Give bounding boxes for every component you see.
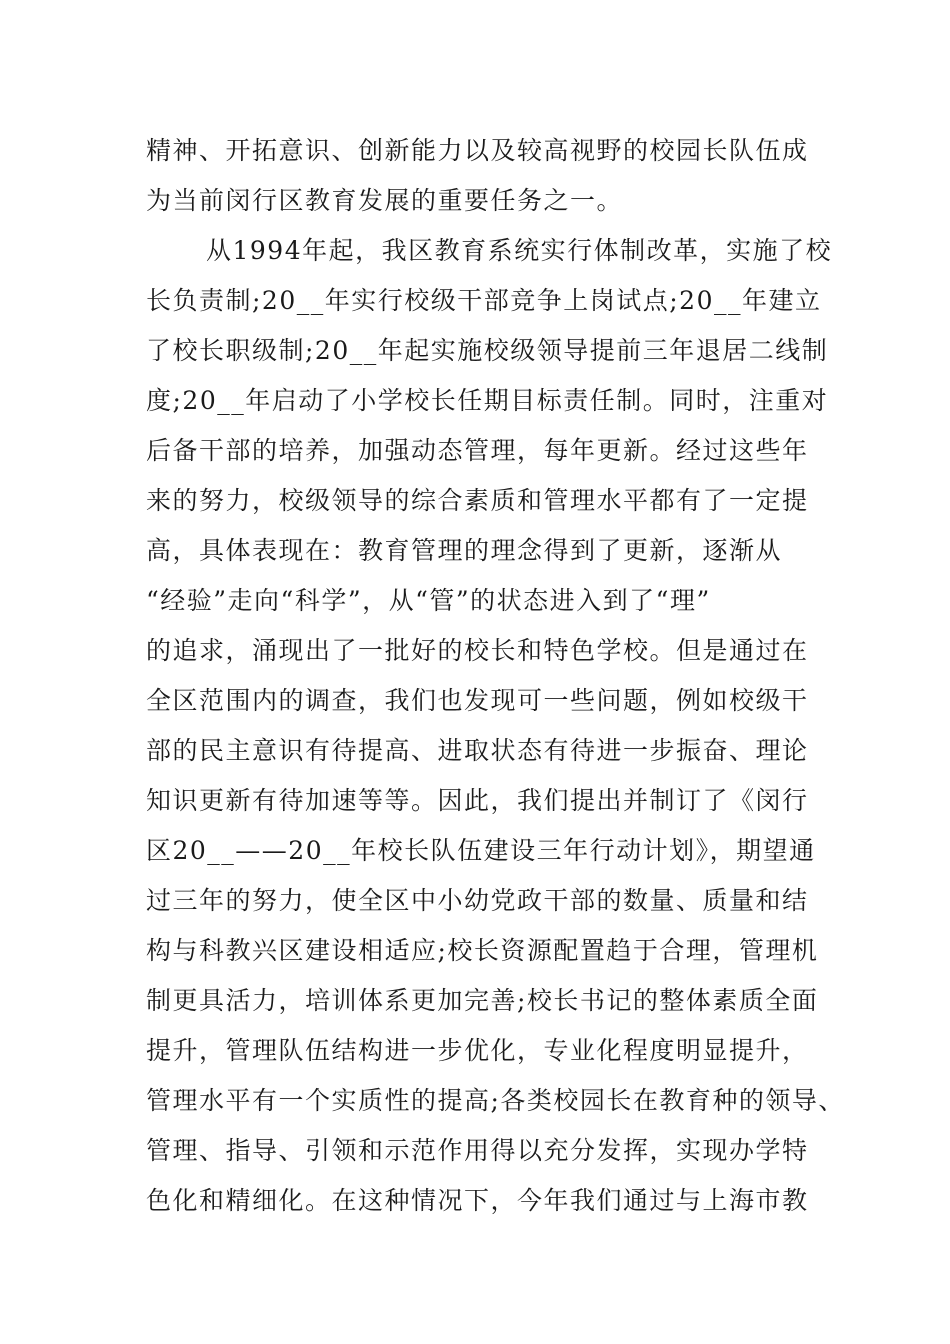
text-line: 构与科教兴区建设相适应;校长资源配置趋于合理，管理机 bbox=[146, 936, 819, 965]
text-line: 提升，管理队伍结构进一步优化，专业化程度明显提升， bbox=[146, 1036, 809, 1065]
text-line: 制更具活力，培训体系更加完善;校长书记的整体素质全面 bbox=[146, 986, 819, 1015]
text-line: 区20__——20__年校长队伍建设三年行动计划》，期望通 bbox=[146, 836, 816, 865]
text-line: 为当前闵行区教育发展的重要任务之一。 bbox=[146, 186, 624, 215]
text-line: 过三年的努力，使全区中小幼党政干部的数量、质量和结 bbox=[146, 886, 809, 915]
text-line: 的追求，涌现出了一批好的校长和特色学校。但是通过在 bbox=[146, 636, 809, 665]
text-line: 度;20__年启动了小学校长任期目标责任制。同时，注重对 bbox=[146, 386, 829, 415]
text-line: 知识更新有待加速等等。因此，我们提出并制订了《闵行 bbox=[146, 786, 809, 815]
text-line: 长负责制;20__年实行校级干部竞争上岗试点;20__年建立 bbox=[146, 286, 822, 315]
text-line: 高，具体表现在：教育管理的理念得到了更新，逐渐从 bbox=[146, 536, 783, 565]
text-line: 了校长职级制;20__年起实施校级领导提前三年退居二线制 bbox=[146, 336, 829, 365]
text-line: 管理、指导、引领和示范作用得以充分发挥，实现办学特 bbox=[146, 1136, 809, 1165]
text-line: 色化和精细化。在这种情况下，今年我们通过与上海市教 bbox=[146, 1186, 809, 1215]
text-line: “经验”走向“科学”，从“管”的状态进入到了“理” bbox=[146, 586, 711, 615]
text-line: 管理水平有一个实质性的提高;各类校园长在教育种的领导、 bbox=[146, 1086, 845, 1115]
text-line: 来的努力，校级领导的综合素质和管理水平都有了一定提 bbox=[146, 486, 809, 515]
text-line: 后备干部的培养，加强动态管理，每年更新。经过这些年 bbox=[146, 436, 809, 465]
text-line: 全区范围内的调查，我们也发现可一些问题，例如校级干 bbox=[146, 686, 809, 715]
paragraph-first-line: 从1994年起，我区教育系统实行体制改革，实施了校 bbox=[206, 236, 833, 265]
text-line: 精神、开拓意识、创新能力以及较高视野的校园长队伍成 bbox=[146, 136, 809, 165]
text-line: 部的民主意识有待提高、进取状态有待进一步振奋、理论 bbox=[146, 736, 809, 765]
